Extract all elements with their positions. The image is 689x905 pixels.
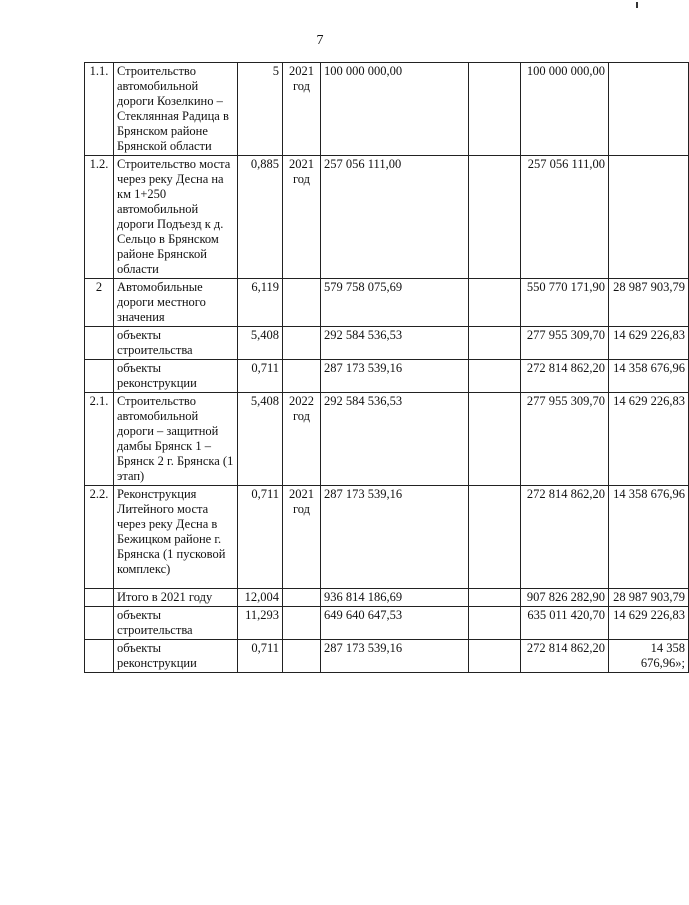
federal-amount-cell: 277 955 309,70 <box>521 327 609 360</box>
empty-amount-cell <box>469 486 521 589</box>
length-km-cell: 5,408 <box>238 393 283 486</box>
year-cell <box>283 360 321 393</box>
regional-amount-cell: 14 358 676,96»; <box>609 640 689 673</box>
object-name-cell: Строительство моста через реку Десна на км 1+250 автомобильной дороги Подъезд к д. Сельцо в Брянском районе Брянской области <box>114 156 238 279</box>
total-amount-cell: 287 173 539,16 <box>321 360 469 393</box>
length-km-cell: 5,408 <box>238 327 283 360</box>
year-cell: 2022 год <box>283 393 321 486</box>
empty-amount-cell <box>469 63 521 156</box>
object-name-cell: Реконструкция Литейного моста через реку Десна в Бежицком районе г. Брянска (1 пусковой комплекс) <box>114 486 238 589</box>
federal-amount-cell: 907 826 282,90 <box>521 589 609 607</box>
row-number-cell <box>85 607 114 640</box>
regional-amount-cell: 14 629 226,83 <box>609 327 689 360</box>
regional-amount-cell: 14 629 226,83 <box>609 607 689 640</box>
year-cell: 2021 год <box>283 156 321 279</box>
total-amount-cell: 292 584 536,53 <box>321 327 469 360</box>
year-cell: 2021 год <box>283 63 321 156</box>
length-km-cell: 0,711 <box>238 640 283 673</box>
object-name-cell: объекты строительства <box>114 607 238 640</box>
regional-amount-cell <box>609 156 689 279</box>
total-amount-cell: 936 814 186,69 <box>321 589 469 607</box>
total-amount-cell: 292 584 536,53 <box>321 393 469 486</box>
regional-amount-cell: 28 987 903,79 <box>609 589 689 607</box>
length-km-cell: 0,711 <box>238 486 283 589</box>
object-name-cell: Автомобильные дороги местного значения <box>114 279 238 327</box>
length-km-cell: 11,293 <box>238 607 283 640</box>
row-number-cell <box>85 589 114 607</box>
table-row <box>85 393 689 486</box>
length-km-cell: 12,004 <box>238 589 283 607</box>
empty-amount-cell <box>469 327 521 360</box>
length-km-cell: 5 <box>238 63 283 156</box>
object-name-cell: Строительство автомобильной дороги Козелкино – Стеклянная Радица в Брянском районе Брянской области <box>114 63 238 156</box>
row-number-cell: 2.2. <box>85 486 114 589</box>
federal-amount-cell: 635 011 420,70 <box>521 607 609 640</box>
table-row <box>85 156 689 279</box>
regional-amount-cell: 28 987 903,79 <box>609 279 689 327</box>
table-row <box>85 640 689 673</box>
object-name-cell: Строительство автомобильной дороги – защитной дамбы Брянск 1 – Брянск 2 г. Брянска (1 этап) <box>114 393 238 486</box>
empty-amount-cell <box>469 393 521 486</box>
row-number-cell: 2.1. <box>85 393 114 486</box>
total-amount-cell: 100 000 000,00 <box>321 63 469 156</box>
length-km-cell: 0,711 <box>238 360 283 393</box>
total-amount-cell: 257 056 111,00 <box>321 156 469 279</box>
row-number-cell: 1.2. <box>85 156 114 279</box>
row-number-cell <box>85 360 114 393</box>
federal-amount-cell: 272 814 862,20 <box>521 486 609 589</box>
row-number-cell: 2 <box>85 279 114 327</box>
year-cell <box>283 279 321 327</box>
budget-table <box>84 62 689 673</box>
total-amount-cell: 287 173 539,16 <box>321 640 469 673</box>
empty-amount-cell <box>469 156 521 279</box>
federal-amount-cell: 100 000 000,00 <box>521 63 609 156</box>
scan-artifact <box>636 2 638 8</box>
year-cell: 2021 год <box>283 486 321 589</box>
regional-amount-cell: 14 358 676,96 <box>609 486 689 589</box>
federal-amount-cell: 550 770 171,90 <box>521 279 609 327</box>
year-cell <box>283 327 321 360</box>
federal-amount-cell: 272 814 862,20 <box>521 640 609 673</box>
object-name-cell: объекты строительства <box>114 327 238 360</box>
total-amount-cell: 287 173 539,16 <box>321 486 469 589</box>
row-number-cell <box>85 327 114 360</box>
total-amount-cell: 579 758 075,69 <box>321 279 469 327</box>
table-row <box>85 589 689 607</box>
federal-amount-cell: 277 955 309,70 <box>521 393 609 486</box>
empty-amount-cell <box>469 589 521 607</box>
table-row <box>85 279 689 327</box>
table-row <box>85 486 689 589</box>
federal-amount-cell: 257 056 111,00 <box>521 156 609 279</box>
table-row <box>85 63 689 156</box>
empty-amount-cell <box>469 360 521 393</box>
table-row <box>85 360 689 393</box>
year-cell <box>283 589 321 607</box>
object-name-cell: объекты реконструкции <box>114 360 238 393</box>
object-name-cell: Итого в 2021 году <box>114 589 238 607</box>
empty-amount-cell <box>469 640 521 673</box>
regional-amount-cell: 14 629 226,83 <box>609 393 689 486</box>
row-number-cell: 1.1. <box>85 63 114 156</box>
year-cell <box>283 640 321 673</box>
regional-amount-cell: 14 358 676,96 <box>609 360 689 393</box>
length-km-cell: 0,885 <box>238 156 283 279</box>
object-name-cell: объекты реконструкции <box>114 640 238 673</box>
length-km-cell: 6,119 <box>238 279 283 327</box>
page-number: 7 <box>316 33 324 48</box>
empty-amount-cell <box>469 279 521 327</box>
federal-amount-cell: 272 814 862,20 <box>521 360 609 393</box>
row-number-cell <box>85 640 114 673</box>
empty-amount-cell <box>469 607 521 640</box>
year-cell <box>283 607 321 640</box>
total-amount-cell: 649 640 647,53 <box>321 607 469 640</box>
table-row <box>85 327 689 360</box>
table-row <box>85 607 689 640</box>
regional-amount-cell <box>609 63 689 156</box>
